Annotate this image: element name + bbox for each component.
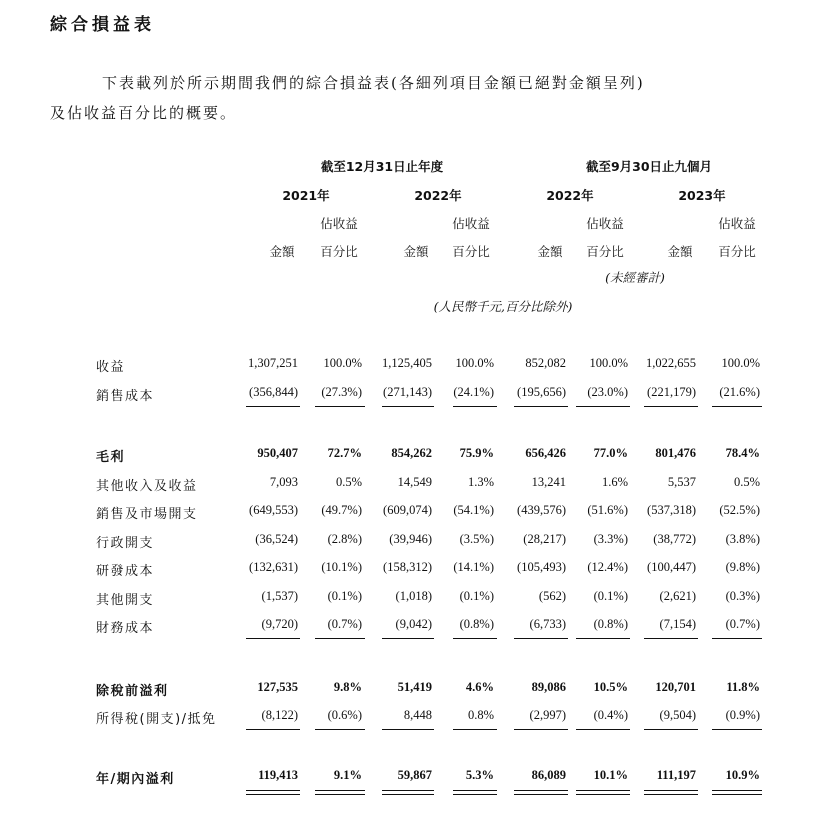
header-year: 2022年	[546, 188, 594, 203]
amount-cell: 1,022,655	[646, 356, 696, 370]
amount-cell: 13,241	[531, 475, 566, 489]
total-double-rule	[382, 790, 434, 791]
percent-cell: 100.0%	[455, 356, 494, 370]
percent-cell: (0.9%)	[725, 708, 760, 722]
percent-cell: (0.8%)	[459, 617, 494, 631]
percent-cell: 78.4%	[725, 446, 760, 460]
percent-cell: (10.1%)	[321, 560, 362, 574]
percent-cell: (0.1%)	[593, 589, 628, 603]
subtotal-rule	[382, 638, 434, 639]
header-pct-top: 佔收益	[452, 216, 490, 231]
subtotal-rule	[315, 638, 365, 639]
row-label: 年/期內溢利	[96, 772, 175, 787]
subtotal-rule	[644, 638, 698, 639]
header-amount: 金額	[537, 244, 563, 259]
amount-cell: (132,631)	[249, 560, 298, 574]
row-label: 除稅前溢利	[96, 684, 169, 699]
header-pct: 百分比	[718, 244, 756, 259]
total-double-rule	[315, 790, 365, 791]
subtotal-rule	[576, 638, 630, 639]
header-year-end-group: 截至12月31日止年度	[320, 159, 444, 174]
header-amount: 金額	[667, 244, 693, 259]
amount-cell: (105,493)	[517, 560, 566, 574]
percent-cell: 100.0%	[721, 356, 760, 370]
amount-cell: 1,307,251	[248, 356, 298, 370]
row-label: 其他開支	[96, 593, 155, 608]
subtotal-rule	[712, 406, 762, 407]
total-double-rule	[644, 794, 698, 795]
percent-cell: (0.1%)	[459, 589, 494, 603]
subtotal-rule	[644, 406, 698, 407]
total-double-rule	[246, 794, 300, 795]
percent-cell: 5.3%	[465, 768, 494, 782]
amount-cell: (28,217)	[523, 532, 566, 546]
total-double-rule	[712, 794, 762, 795]
amount-cell: (39,946)	[389, 532, 432, 546]
amount-cell: 119,413	[258, 768, 298, 782]
amount-cell: (158,312)	[383, 560, 432, 574]
amount-cell: 89,086	[531, 680, 566, 694]
amount-cell: 59,867	[397, 768, 432, 782]
percent-cell: (14.1%)	[453, 560, 494, 574]
amount-cell: (221,179)	[647, 385, 696, 399]
percent-cell: 4.6%	[465, 680, 494, 694]
percent-cell: 10.9%	[725, 768, 760, 782]
percent-cell: 10.1%	[593, 768, 628, 782]
row-label: 其他收入及收益	[96, 479, 198, 494]
row-label: 銷售成本	[96, 389, 155, 404]
row-label: 毛利	[96, 450, 126, 465]
amount-cell: (195,656)	[517, 385, 566, 399]
amount-cell: 1,125,405	[382, 356, 432, 370]
subtotal-rule	[514, 406, 568, 407]
total-double-rule	[453, 794, 497, 795]
percent-cell: 10.5%	[593, 680, 628, 694]
percent-cell: (0.3%)	[725, 589, 760, 603]
header-pct-top: 佔收益	[320, 216, 358, 231]
amount-cell: (271,143)	[383, 385, 432, 399]
amount-cell: (2,621)	[659, 589, 696, 603]
amount-cell: 7,093	[269, 475, 298, 489]
total-double-rule	[514, 790, 568, 791]
amount-cell: 86,089	[531, 768, 566, 782]
percent-cell: 9.1%	[333, 768, 362, 782]
percent-cell: (0.8%)	[593, 617, 628, 631]
total-double-rule	[514, 794, 568, 795]
amount-cell: 950,407	[257, 446, 298, 460]
percent-cell: (52.5%)	[719, 503, 760, 517]
percent-cell: (0.7%)	[327, 617, 362, 631]
header-pct: 百分比	[320, 244, 358, 259]
header-unaudited: (未經審計)	[605, 270, 665, 285]
amount-cell: 852,082	[525, 356, 566, 370]
percent-cell: (51.6%)	[587, 503, 628, 517]
amount-cell: (562)	[538, 589, 566, 603]
amount-cell: (1,018)	[395, 589, 432, 603]
total-double-rule	[246, 790, 300, 791]
amount-cell: (439,576)	[517, 503, 566, 517]
percent-cell: (49.7%)	[321, 503, 362, 517]
percent-cell: 0.5%	[335, 475, 362, 489]
total-double-rule	[576, 790, 630, 791]
amount-cell: 5,537	[667, 475, 696, 489]
percent-cell: 75.9%	[459, 446, 494, 460]
amount-cell: 14,549	[397, 475, 432, 489]
percent-cell: (21.6%)	[719, 385, 760, 399]
total-double-rule	[382, 794, 434, 795]
percent-cell: (0.6%)	[327, 708, 362, 722]
total-double-rule	[576, 794, 630, 795]
intro-paragraph	[50, 68, 790, 128]
percent-cell: (0.7%)	[725, 617, 760, 631]
percent-cell: (54.1%)	[453, 503, 494, 517]
row-label: 銷售及市場開支	[96, 507, 198, 522]
percent-cell: 9.8%	[333, 680, 362, 694]
subtotal-rule	[382, 729, 434, 730]
amount-cell: (649,553)	[249, 503, 298, 517]
total-double-rule	[315, 794, 365, 795]
row-label: 研發成本	[96, 564, 155, 579]
percent-cell: 77.0%	[593, 446, 628, 460]
subtotal-rule	[315, 406, 365, 407]
percent-cell: (0.1%)	[327, 589, 362, 603]
subtotal-rule	[382, 406, 434, 407]
percent-cell: (2.8%)	[327, 532, 362, 546]
row-label: 所得稅(開支)/抵免	[96, 712, 217, 727]
amount-cell: (9,720)	[261, 617, 298, 631]
total-double-rule	[453, 790, 497, 791]
percent-cell: 100.0%	[589, 356, 628, 370]
subtotal-rule	[644, 729, 698, 730]
amount-cell: 801,476	[655, 446, 696, 460]
header-pct-top: 佔收益	[586, 216, 624, 231]
percent-cell: 1.3%	[467, 475, 494, 489]
percent-cell: (9.8%)	[725, 560, 760, 574]
header-year: 2022年	[414, 188, 462, 203]
intro-line-2: 及佔收益百分比的概要。	[50, 104, 238, 122]
subtotal-rule	[246, 638, 300, 639]
amount-cell: (9,504)	[659, 708, 696, 722]
intro-line-1: 下表載列於所示期間我們的綜合損益表(各細列項目金額已絕對金額呈列)	[102, 74, 645, 92]
header-year: 2023年	[678, 188, 726, 203]
percent-cell: 72.7%	[327, 446, 362, 460]
amount-cell: 656,426	[525, 446, 566, 460]
percent-cell: 0.5%	[733, 475, 760, 489]
subtotal-rule	[246, 406, 300, 407]
amount-cell: 127,535	[257, 680, 298, 694]
amount-cell: (6,733)	[529, 617, 566, 631]
amount-cell: (38,772)	[653, 532, 696, 546]
amount-cell: 854,262	[391, 446, 432, 460]
subtotal-rule	[712, 638, 762, 639]
subtotal-rule	[712, 729, 762, 730]
header-pct: 百分比	[452, 244, 490, 259]
percent-cell: (3.3%)	[593, 532, 628, 546]
header-pct-top: 佔收益	[718, 216, 756, 231]
header-year: 2021年	[282, 188, 330, 203]
subtotal-rule	[453, 406, 497, 407]
subtotal-rule	[576, 729, 630, 730]
subtotal-rule	[315, 729, 365, 730]
percent-cell: (0.4%)	[593, 708, 628, 722]
percent-cell: (3.8%)	[725, 532, 760, 546]
header-pct: 百分比	[586, 244, 624, 259]
amount-cell: (100,447)	[647, 560, 696, 574]
amount-cell: (609,074)	[383, 503, 432, 517]
amount-cell: (356,844)	[249, 385, 298, 399]
row-label: 行政開支	[96, 536, 155, 551]
amount-cell: 120,701	[655, 680, 696, 694]
percent-cell: (3.5%)	[459, 532, 494, 546]
amount-cell: (9,042)	[395, 617, 432, 631]
subtotal-rule	[453, 729, 497, 730]
header-currency-note: (人民幣千元,百分比除外)	[433, 299, 573, 314]
percent-cell: 0.8%	[467, 708, 494, 722]
total-double-rule	[644, 790, 698, 791]
percent-cell: 1.6%	[601, 475, 628, 489]
subtotal-rule	[514, 729, 568, 730]
header-amount: 金額	[269, 244, 295, 259]
amount-cell: (537,318)	[647, 503, 696, 517]
percent-cell: (27.3%)	[321, 385, 362, 399]
row-label: 財務成本	[96, 621, 155, 636]
row-label: 收益	[96, 360, 126, 375]
subtotal-rule	[453, 638, 497, 639]
percent-cell: 11.8%	[726, 680, 760, 694]
subtotal-rule	[246, 729, 300, 730]
amount-cell: 111,197	[656, 768, 696, 782]
header-amount: 金額	[403, 244, 429, 259]
amount-cell: (36,524)	[255, 532, 298, 546]
subtotal-rule	[514, 638, 568, 639]
amount-cell: 51,419	[397, 680, 432, 694]
amount-cell: (8,122)	[261, 708, 298, 722]
percent-cell: (12.4%)	[587, 560, 628, 574]
section-heading: 綜合損益表	[50, 15, 155, 35]
total-double-rule	[712, 790, 762, 791]
amount-cell: 8,448	[403, 708, 432, 722]
header-nine-month-group: 截至9月30日止九個月	[585, 159, 713, 174]
percent-cell: (24.1%)	[453, 385, 494, 399]
subtotal-rule	[576, 406, 630, 407]
percent-cell: 100.0%	[323, 356, 362, 370]
amount-cell: (7,154)	[659, 617, 696, 631]
amount-cell: (1,537)	[261, 589, 298, 603]
amount-cell: (2,997)	[529, 708, 566, 722]
percent-cell: (23.0%)	[587, 385, 628, 399]
